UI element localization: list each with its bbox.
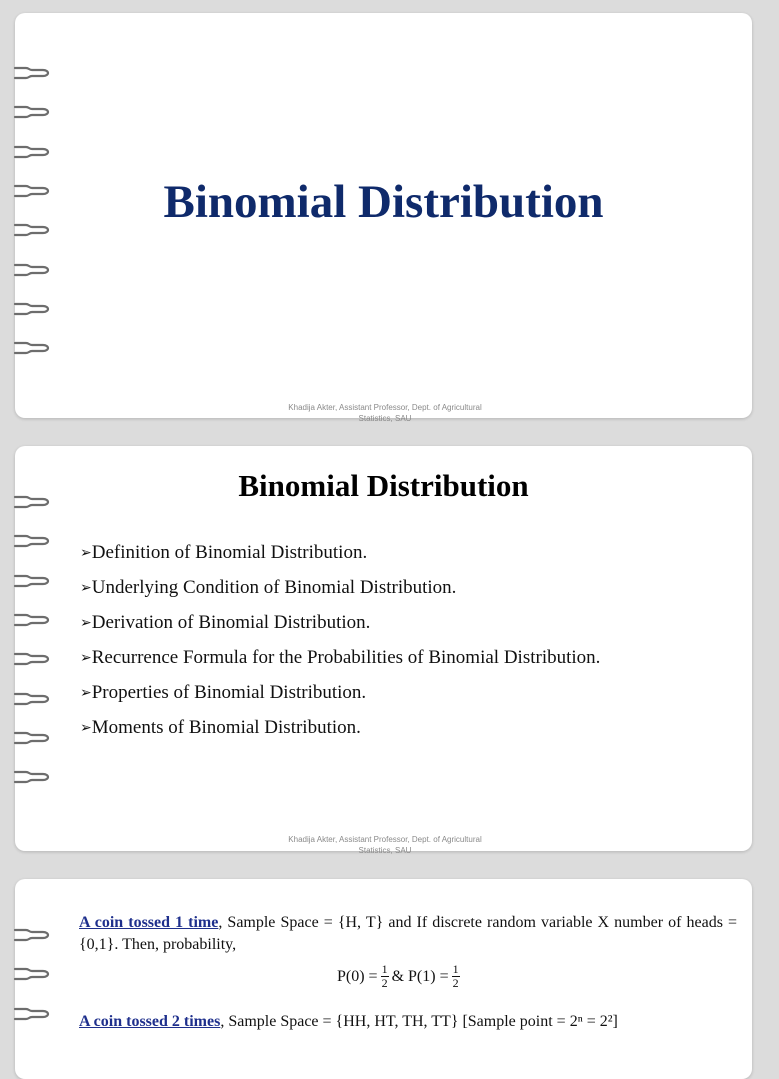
binder-ring-icon <box>15 144 67 160</box>
binder-ring-icon <box>15 651 67 667</box>
formula-p0: P(0) = <box>337 967 378 985</box>
slide-footer <box>270 834 500 856</box>
arrow-bullet-icon: ➢ <box>80 580 92 596</box>
fraction-denominator: 2 <box>452 976 459 990</box>
fraction-denominator: 2 <box>381 976 388 990</box>
binder-ring-icon <box>15 262 67 278</box>
binder-ring-icon <box>15 1006 67 1022</box>
footer-line: Khadija Akter, Assistant Professor, Dept. of Agricultural <box>288 835 482 844</box>
list-item <box>80 540 600 575</box>
outline-heading: Binomial Distribution <box>238 468 529 503</box>
list-item-text: Derivation of Binomial Distribution. <box>91 612 371 633</box>
list-item <box>80 680 600 715</box>
example-text: , Sample Space = {HH, HT, TH, TT} [Sample point = 2ⁿ = 2²] <box>220 1013 618 1030</box>
binder-ring-icon <box>15 966 67 982</box>
list-item <box>80 610 600 645</box>
example-paragraph <box>79 912 737 956</box>
outline-list <box>80 540 600 750</box>
fraction <box>452 963 460 990</box>
binder-ring-icon <box>15 301 67 317</box>
formula-p1: & P(1) = <box>391 967 449 985</box>
slide-title-heading: Binomial Distribution <box>163 176 604 228</box>
footer-line: Statistics, SAU <box>358 846 412 855</box>
binder-ring-icon <box>15 104 67 120</box>
arrow-bullet-icon: ➢ <box>80 650 92 666</box>
slide-example <box>15 879 752 1079</box>
example-text: , Sample Space = {H, T} and If discrete random variable X number of heads = {0,1}. Then, probability, <box>79 914 738 953</box>
fraction-numerator: 1 <box>381 962 388 976</box>
binder-ring-icon <box>15 573 67 589</box>
list-item-text: Definition of Binomial Distribution. <box>91 542 368 563</box>
footer-line: Statistics, SAU <box>358 414 412 423</box>
list-item-text: Moments of Binomial Distribution. <box>91 717 361 738</box>
list-item <box>80 645 600 680</box>
fraction <box>381 963 389 990</box>
list-item-text: Recurrence Formula for the Probabilities of Binomial Distribution. <box>91 647 601 668</box>
binder-ring-icon <box>15 730 67 746</box>
arrow-bullet-icon: ➢ <box>80 545 92 561</box>
fraction-numerator: 1 <box>452 962 459 976</box>
example-paragraph-2 <box>79 1013 779 1031</box>
binder-ring-icon <box>15 65 67 81</box>
list-item <box>80 715 600 750</box>
binder-ring-icon <box>15 340 67 356</box>
binder-ring-icon <box>15 927 67 943</box>
footer-line: Khadija Akter, Assistant Professor, Dept. of Agricultural <box>288 403 482 412</box>
list-item-text: Properties of Binomial Distribution. <box>91 682 367 703</box>
list-item <box>80 575 600 610</box>
binder-ring-icon <box>15 612 67 628</box>
probability-formula <box>337 963 463 990</box>
example-heading-link[interactable]: A coin tossed 2 times <box>79 1013 221 1030</box>
list-item-text: Underlying Condition of Binomial Distribution. <box>91 577 457 598</box>
example-heading-link[interactable]: A coin tossed 1 time <box>79 914 219 931</box>
slide-footer <box>270 402 500 424</box>
binder-ring-icon <box>15 691 67 707</box>
arrow-bullet-icon: ➢ <box>80 720 92 736</box>
binder-ring-icon <box>15 769 67 785</box>
slide-outline <box>15 446 752 855</box>
binder-ring-icon <box>15 533 67 549</box>
slide-title <box>15 13 752 423</box>
arrow-bullet-icon: ➢ <box>80 615 92 631</box>
arrow-bullet-icon: ➢ <box>80 685 92 701</box>
